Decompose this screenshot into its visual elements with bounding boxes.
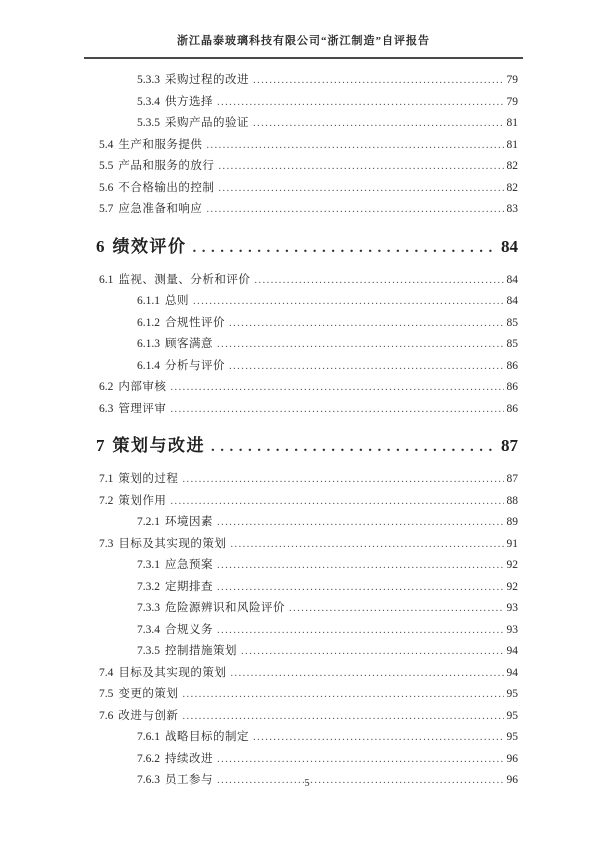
toc-entry — [96, 469, 518, 491]
toc-leader-dots — [253, 727, 504, 749]
toc-entry-number: 7.1 — [99, 473, 114, 485]
toc-entry-page: 92 — [506, 580, 518, 593]
toc-entry — [96, 70, 518, 92]
toc-leader-dots — [230, 534, 503, 556]
toc-entry-title: 监视、测量、分析和评价 — [118, 273, 251, 286]
toc-leader-dots — [217, 92, 504, 114]
toc-entry-title: 采购产品的验证 — [165, 117, 249, 129]
toc-entry — [96, 598, 518, 620]
toc-entry — [96, 399, 518, 421]
toc-entry-page: 93 — [506, 602, 518, 614]
toc-entry-title: 应急预案 — [165, 559, 213, 571]
toc-entry-page: 84 — [501, 236, 518, 256]
toc-entry-number: 7.5 — [99, 688, 114, 700]
toc-entry — [96, 577, 518, 599]
toc-entry-page: 87 — [506, 473, 518, 485]
toc-leader-dots — [193, 291, 504, 313]
toc-entry — [96, 727, 518, 749]
toc-entry — [96, 356, 518, 378]
toc-leader-dots — [254, 270, 503, 292]
page-number: 5 — [304, 778, 310, 789]
toc-entry-page: 85 — [506, 316, 518, 329]
toc-entry — [96, 291, 518, 313]
toc-entry-title: 策划的过程 — [118, 473, 179, 485]
toc-leader-dots — [182, 469, 503, 491]
toc-entry-page: 95 — [506, 709, 518, 722]
toc-leader-dots — [170, 399, 503, 421]
toc-leader-dots — [253, 113, 504, 135]
toc-entry-page: 96 — [506, 774, 518, 786]
toc-entry-page: 86 — [506, 359, 518, 372]
toc-entry-page: 91 — [506, 537, 518, 550]
toc-entry-number: 7.3 — [99, 537, 114, 550]
toc-entry-number: 7.6.3 — [137, 774, 160, 786]
toc-entry-title: 分析与评价 — [165, 359, 225, 372]
toc-leader-dots — [170, 377, 503, 399]
toc-entry-title: 产品和服务的放行 — [118, 160, 215, 172]
toc-entry-title: 合规性评价 — [165, 316, 225, 329]
toc-leader-dots — [211, 430, 495, 463]
toc-entry-page: 82 — [506, 160, 518, 172]
page-header — [84, 34, 523, 59]
toc-entry-number: 7.3.2 — [137, 580, 160, 593]
toc-entry-page: 86 — [506, 381, 518, 393]
toc-entry-number: 5.6 — [99, 181, 114, 194]
toc-entry-page: 95 — [506, 688, 518, 700]
toc-entry — [96, 377, 518, 399]
toc-entry-number: 7.6 — [99, 709, 114, 722]
toc-entry — [96, 641, 518, 663]
toc-entry-page: 81 — [506, 117, 518, 129]
toc-entry-number: 6.1.3 — [137, 338, 160, 350]
toc-entry-title: 总则 — [165, 295, 189, 307]
toc-leader-dots — [206, 135, 503, 157]
toc-entry-title: 供方选择 — [165, 95, 213, 108]
toc-entry — [96, 620, 518, 642]
toc-entry — [96, 178, 518, 200]
toc-leader-dots — [230, 663, 503, 685]
toc-leader-dots — [206, 199, 503, 221]
toc-leader-dots — [170, 491, 503, 513]
toc-leader-dots — [229, 356, 504, 378]
toc-entry-page: 83 — [506, 203, 518, 215]
toc-entry — [96, 156, 518, 178]
header-title: 浙江晶泰玻璃科技有限公司“浙江制造”自评报告 — [177, 35, 430, 47]
toc-entry-number: 5.7 — [99, 203, 114, 215]
toc-entry-page: 96 — [506, 752, 518, 765]
toc-entry-number: 6.1.2 — [137, 316, 160, 329]
toc-entry — [96, 512, 518, 534]
toc-entry — [96, 534, 518, 556]
toc-entry-number: 7.3.5 — [137, 645, 160, 657]
toc-entry-number: 5.3.5 — [137, 117, 160, 129]
toc-entry-title: 员工参与 — [165, 774, 213, 786]
toc-entry-page: 87 — [501, 436, 518, 455]
toc-entry-title: 不合格输出的控制 — [118, 181, 215, 194]
toc-entry — [96, 113, 518, 135]
toc-entry — [96, 749, 518, 771]
toc-entry-number: 6.1.1 — [137, 295, 160, 307]
toc-entry-number: 7.3.1 — [137, 559, 160, 571]
toc-entry-page: 79 — [506, 74, 518, 86]
toc-leader-dots — [218, 178, 503, 200]
toc-leader-dots — [218, 156, 503, 178]
toc-entry-number: 6 — [96, 236, 105, 256]
toc-leader-dots — [182, 684, 503, 706]
toc-entry-page: 79 — [506, 95, 518, 108]
toc-entry-title: 战略目标的制定 — [165, 731, 249, 743]
toc-entry-title: 改进与创新 — [118, 709, 179, 722]
toc-entry-number: 7 — [96, 436, 105, 455]
toc-entry-page: 94 — [506, 645, 518, 657]
toc-entry — [96, 313, 518, 335]
toc-entry-page: 85 — [506, 338, 518, 350]
toc-entry-title: 策划作用 — [118, 494, 167, 507]
toc-entry-number: 6.1.4 — [137, 359, 160, 372]
toc-entry-page: 81 — [506, 138, 518, 151]
toc-entry-title: 采购过程的改进 — [165, 74, 249, 86]
toc-entry-page: 88 — [506, 494, 518, 507]
toc-list — [96, 70, 518, 792]
toc-entry-number: 7.2 — [99, 494, 114, 507]
toc-entry-number: 7.2.1 — [137, 516, 160, 528]
page-footer — [96, 778, 518, 789]
toc-entry-title: 合规义务 — [165, 623, 213, 636]
toc-entry-title: 目标及其实现的策划 — [118, 666, 227, 679]
toc-entry-number: 7.3.3 — [137, 602, 160, 614]
toc-leader-dots — [217, 555, 504, 577]
toc-leader-dots — [217, 577, 504, 599]
toc-entry-number: 7.3.4 — [137, 623, 160, 636]
toc-entry — [96, 270, 518, 292]
toc-entry-number: 5.3.3 — [137, 74, 160, 86]
toc-entry — [96, 706, 518, 728]
toc-entry — [96, 199, 518, 221]
toc-entry-number: 6.2 — [99, 381, 114, 393]
toc-leader-dots — [217, 749, 504, 771]
toc-entry-title: 持续改进 — [165, 752, 213, 765]
toc-entry-page: 84 — [506, 273, 518, 286]
toc-entry — [96, 491, 518, 513]
toc-entry — [96, 555, 518, 577]
toc-leader-dots — [217, 620, 504, 642]
toc-entry-page: 93 — [506, 623, 518, 636]
toc-entry-title: 生产和服务提供 — [118, 138, 203, 151]
toc-entry — [96, 92, 518, 114]
toc-entry-title: 变更的策划 — [118, 688, 179, 700]
toc-entry-title: 环境因素 — [165, 516, 213, 528]
toc-entry-title: 策划与改进 — [112, 436, 205, 455]
toc-entry-page: 92 — [506, 559, 518, 571]
toc-entry — [96, 334, 518, 356]
toc-entry-number: 5.3.4 — [137, 95, 160, 108]
toc-leader-dots — [253, 70, 504, 92]
toc-entry-title: 应急准备和响应 — [118, 203, 203, 215]
toc-entry-title: 绩效评价 — [112, 236, 187, 256]
toc-entry-title: 控制措施策划 — [165, 645, 237, 657]
toc-leader-dots — [193, 231, 496, 264]
toc-leader-dots — [217, 512, 504, 534]
toc-leader-dots — [217, 334, 504, 356]
toc-entry-number: 7.6.1 — [137, 731, 160, 743]
toc-entry-title: 目标及其实现的策划 — [118, 537, 227, 550]
toc-entry — [96, 135, 518, 157]
toc-entry-title: 定期排查 — [165, 580, 213, 593]
toc-entry-title: 危险源辨识和风险评价 — [165, 602, 285, 614]
toc-leader-dots — [229, 313, 504, 335]
toc-leader-dots — [182, 706, 503, 728]
toc-entry-number: 6.1 — [99, 273, 114, 286]
toc-entry-number: 5.5 — [99, 160, 114, 172]
toc-entry-title: 内部审核 — [118, 381, 167, 393]
toc-entry — [96, 430, 518, 463]
toc-entry-number: 7.6.2 — [137, 752, 160, 765]
toc-entry-page: 86 — [506, 402, 518, 415]
toc-entry-page: 94 — [506, 666, 518, 679]
toc-entry-page: 89 — [506, 516, 518, 528]
header-rule — [84, 57, 523, 59]
toc-entry-number: 7.4 — [99, 666, 114, 679]
toc-leader-dots — [289, 598, 504, 620]
toc-entry — [96, 684, 518, 706]
toc-entry — [96, 231, 518, 264]
toc-entry-title: 管理评审 — [118, 402, 167, 415]
toc-entry-title: 顾客满意 — [165, 338, 213, 350]
toc-entry-page: 84 — [506, 295, 518, 307]
toc-entry-page: 82 — [506, 181, 518, 194]
toc-entry-number: 5.4 — [99, 138, 114, 151]
toc-entry — [96, 663, 518, 685]
toc-leader-dots — [241, 641, 504, 663]
toc-entry-number: 6.3 — [99, 402, 114, 415]
toc-entry-page: 95 — [506, 731, 518, 743]
